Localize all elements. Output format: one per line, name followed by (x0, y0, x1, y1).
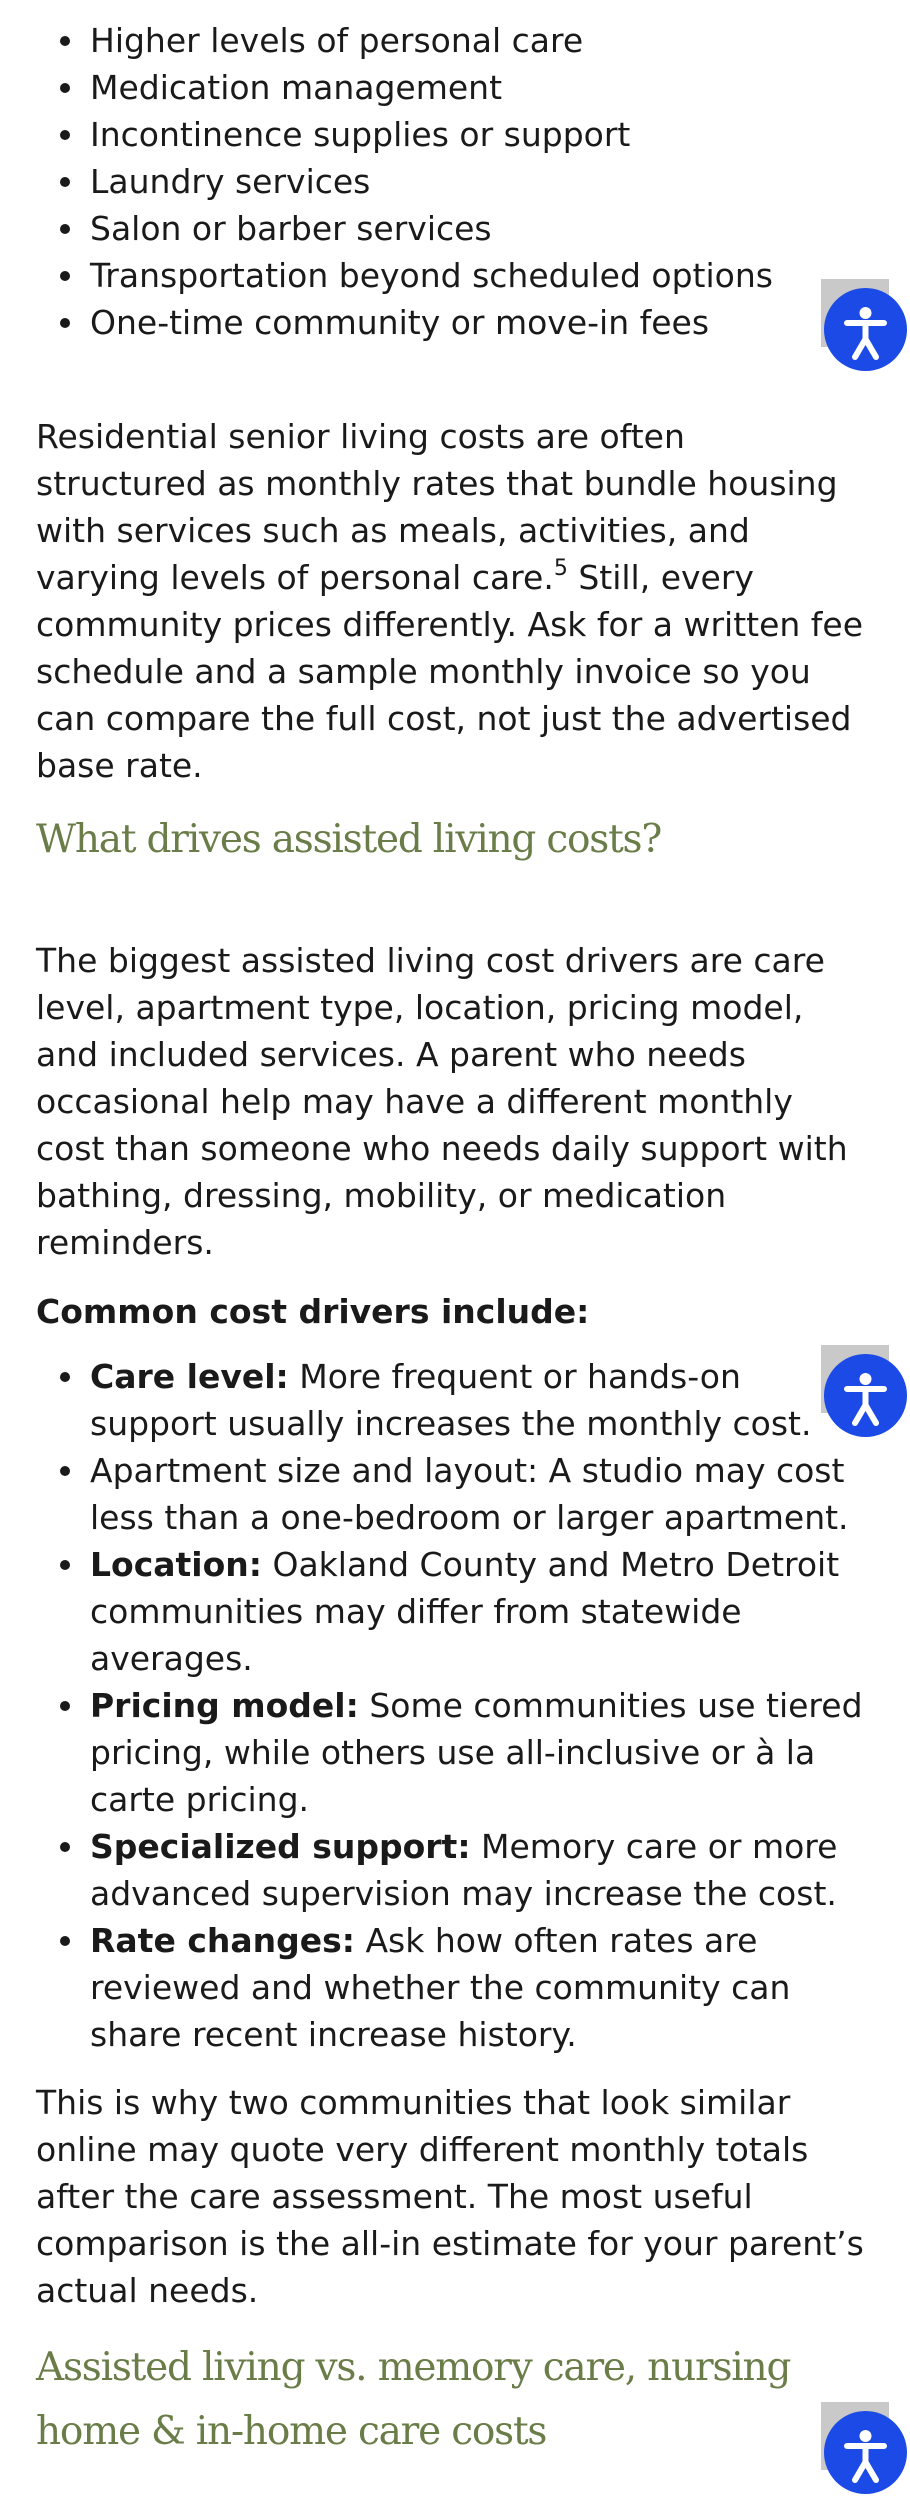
additional-costs-list (36, 17, 773, 346)
residential-costs-paragraph (36, 413, 866, 789)
list-item: Salon or barber services (36, 205, 773, 252)
driver-text: More frequent or hands-on support usually increases the monthly cost. (90, 1357, 812, 1443)
driver-term: Rate changes: (90, 1921, 355, 1960)
section-heading-cost-drivers: What drives assisted living costs? (36, 817, 662, 862)
cost-drivers-list (36, 1353, 866, 2058)
comparison-paragraph: This is why two communities that look similar online may quote very different monthly totals after the care assessment. The most useful comparison is the all-in estimate for your parent’s actual needs. (36, 2083, 864, 2310)
list-item: Higher levels of personal care (36, 17, 773, 64)
list-item: Incontinence supplies or support (36, 111, 773, 158)
driver-term: Care level: (90, 1357, 289, 1396)
cost-drivers-label: Common cost drivers include: (36, 1292, 590, 1331)
list-item (36, 1353, 866, 1447)
accessibility-person-icon (821, 2402, 910, 2502)
driver-text: Memory care or more advanced supervision may increase the cost. (90, 1827, 838, 1913)
cost-drivers-paragraph: The biggest assisted living cost drivers are care level, apartment type, location, pricing model, and included services. A parent who needs occasional help may have a different monthly cost than someone who needs daily support with bathing, dressing, mobility, or medication reminders. (36, 941, 848, 1262)
accessibility-person-icon (821, 279, 910, 379)
driver-term: Pricing model: (90, 1686, 359, 1725)
list-item: Laundry services (36, 158, 773, 205)
list-item (36, 1917, 866, 2058)
accessibility-person-icon (821, 1345, 910, 1445)
paragraph-text: Still, every community prices differently. Ask for a written fee schedule and a sample monthly invoice so you can compare the full cost, not just the advertised base rate. (36, 558, 863, 785)
footnote-link[interactable]: 5 (553, 556, 568, 581)
driver-text: Some communities use tiered pricing, while others use all-inclusive or à la carte pricing. (90, 1686, 863, 1819)
list-item: Medication management (36, 64, 773, 111)
driver-text: Oakland County and Metro Detroit communities may differ from statewide averages. (90, 1545, 840, 1678)
driver-term: Location: (90, 1545, 262, 1584)
list-item (36, 1823, 866, 1917)
driver-text: Ask how often rates are reviewed and whether the community can share recent increase history. (90, 1921, 791, 2054)
paragraph-text: Residential senior living costs are often structured as monthly rates that bundle housing with services such as meals, activities, and varying levels of personal care. (36, 417, 838, 597)
section-heading-care-comparison: Assisted living vs. memory care, nursing home & in-home care costs (36, 2345, 791, 2454)
accessibility-button[interactable] (821, 1345, 889, 1413)
list-item (36, 1447, 866, 1541)
list-item (36, 1682, 866, 1823)
driver-text: Apartment size and layout: A studio may cost less than a one-bedroom or larger apartment. (90, 1451, 849, 1537)
list-item (36, 1541, 866, 1682)
driver-term: Specialized support: (90, 1827, 471, 1866)
accessibility-button[interactable] (821, 2402, 889, 2470)
list-item: Transportation beyond scheduled options (36, 252, 773, 299)
accessibility-button[interactable] (821, 279, 889, 347)
list-item: One-time community or move-in fees (36, 299, 773, 346)
